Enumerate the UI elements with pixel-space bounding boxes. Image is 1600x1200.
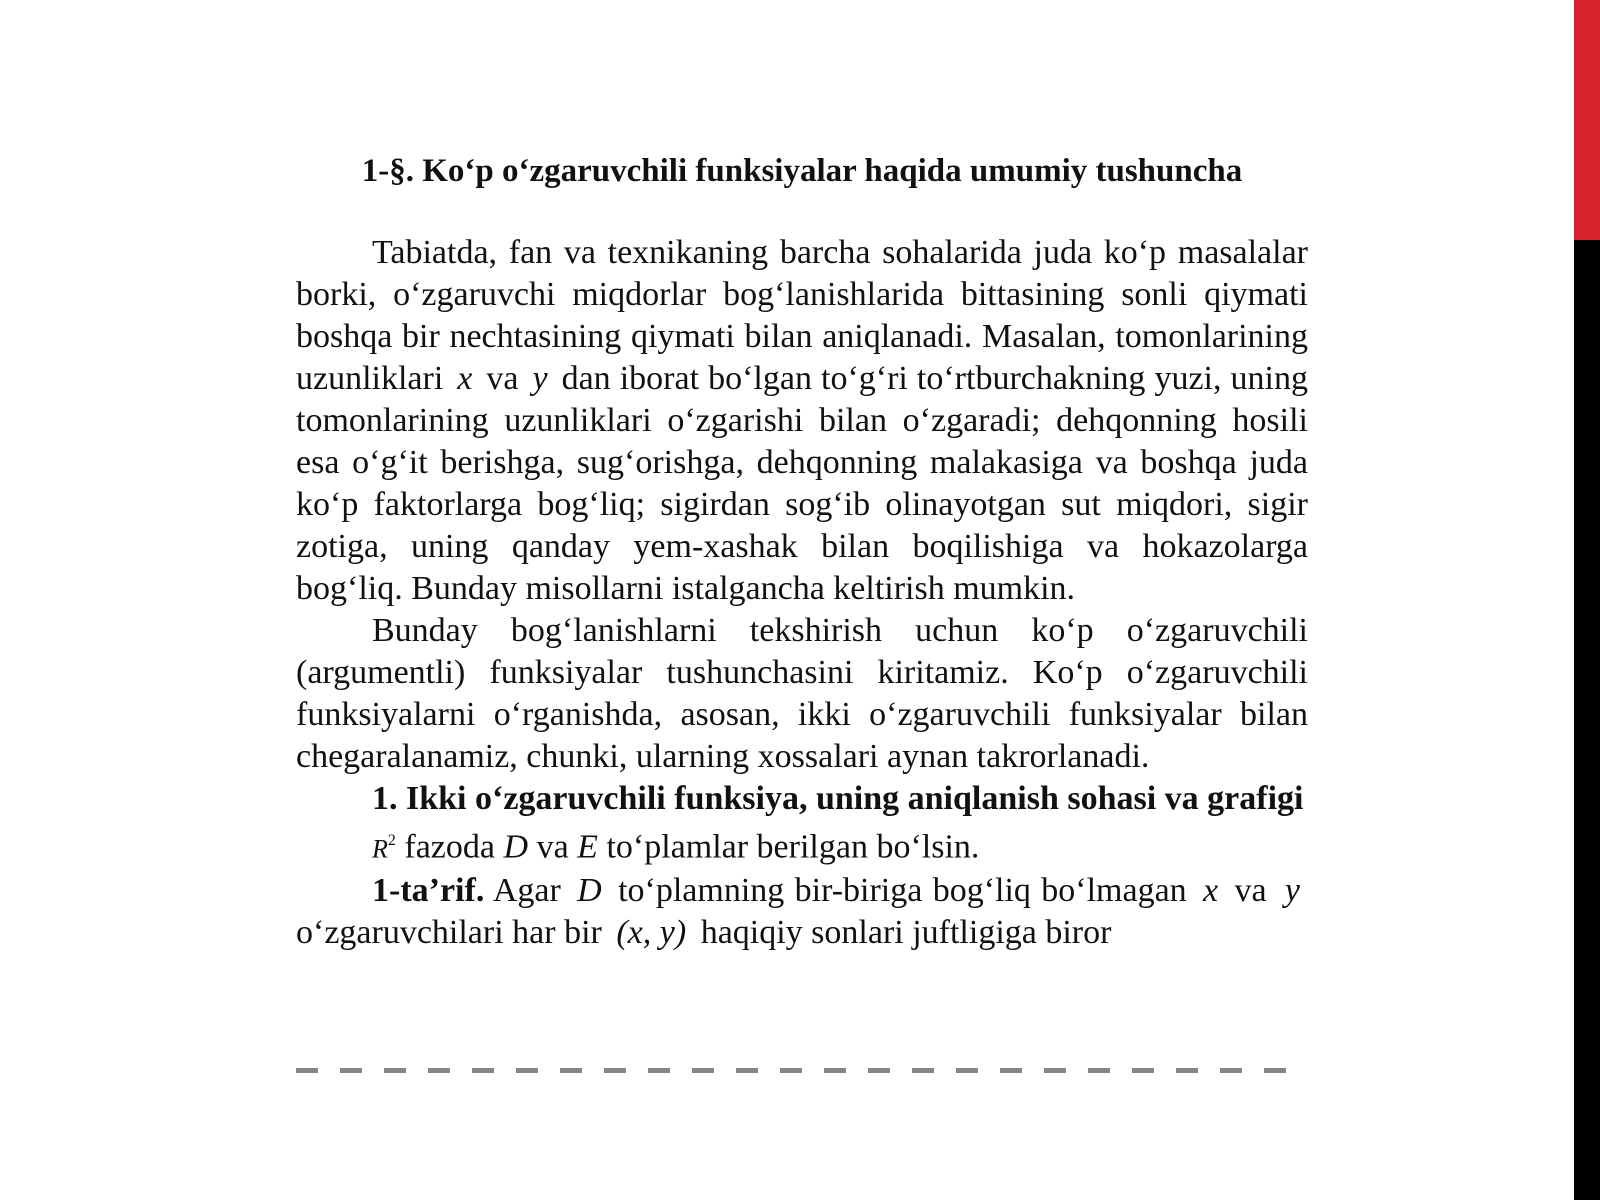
document-page [296, 150, 1308, 954]
paragraph-intro [296, 232, 1308, 610]
math-y: y [1284, 872, 1301, 910]
paragraph-text: Tabiatda, fan va texnikaning barcha sohalarida juda koʻp masalalar borki, oʻzgaruvchi miqdorlar bogʻlanishlarida bittasining sonli qiymati boshqa bir nechtasining qiymati bilan aniqlanadi. Masalan, tomonlarining uzunliklari [296, 234, 1308, 397]
math-y: y [532, 360, 548, 397]
paragraph-text: oʻzgaruvchilari har bir [296, 914, 602, 952]
paragraph-text: Agar [492, 872, 561, 910]
math-pair: (x, y) [616, 914, 687, 952]
math-superscript: 2 [387, 832, 396, 849]
slide-side-bar [1574, 0, 1600, 1200]
paragraph-text: va [486, 360, 519, 397]
math-x: x [1203, 872, 1219, 910]
paragraph-two: Bunday bogʻlanishlarni tekshirish uchun koʻp oʻzgaruvchili (argumentli) funksiyalar tushunchasini kiritamiz. Koʻp oʻzgaruvchili funksiyalarni oʻrganishda, asosan, ikki oʻzgaruvchili funksiyalar bilan chegaralanamiz, chunki, ularning xossalari aynan takrorlanadi. [296, 612, 1308, 775]
paragraph-text: haqiqiy sonlari juftligiga biror [700, 914, 1112, 952]
paragraph-three [296, 820, 1308, 870]
red-accent-bar [1574, 0, 1600, 240]
math-x: x [457, 360, 473, 397]
paragraph-text: toʻplamning bir-biriga bogʻliq boʻlmagan [618, 872, 1187, 910]
math-d: D [503, 828, 529, 866]
math-d: D [577, 872, 602, 910]
section-title: 1-§. Koʻp oʻzgaruvchili funksiyalar haqida umumiy tushuncha [361, 153, 1243, 189]
definition-label: 1-ta’rif. [372, 872, 485, 910]
definition-paragraph [296, 870, 1308, 954]
paragraph-text: va [536, 828, 569, 866]
paragraph-text: toʻplamlar berilgan boʻlsin. [606, 828, 980, 866]
math-r: R [372, 834, 388, 864]
paragraph-text: dan iborat boʻlgan toʻgʻri toʻrtburchakning yuzi, uning tomonlarining uzunliklari oʻzgarishi bilan oʻzgaradi; dehqonning hosili esa oʻgʻit berishga, sugʻorishga, dehqonning malakasiga va boshqa juda koʻp faktorlarga bogʻliq; sigirdan sogʻib olinayotgan sut miqdori, sigir zotiga, uning qanday yem-xashak bilan boqilishiga va hokazolarga bogʻliq. Bunday misollarni istalgancha keltirish mumkin. [296, 360, 1308, 607]
math-e: E [577, 828, 598, 866]
cropped-text-edge [296, 1068, 1308, 1076]
subheading: 1. Ikki oʻzgaruvchili funksiya, uning aniqlanish sohasi va grafigi [372, 780, 1304, 817]
paragraph-text: fazoda [404, 828, 495, 866]
paragraph-text: va [1234, 872, 1267, 910]
